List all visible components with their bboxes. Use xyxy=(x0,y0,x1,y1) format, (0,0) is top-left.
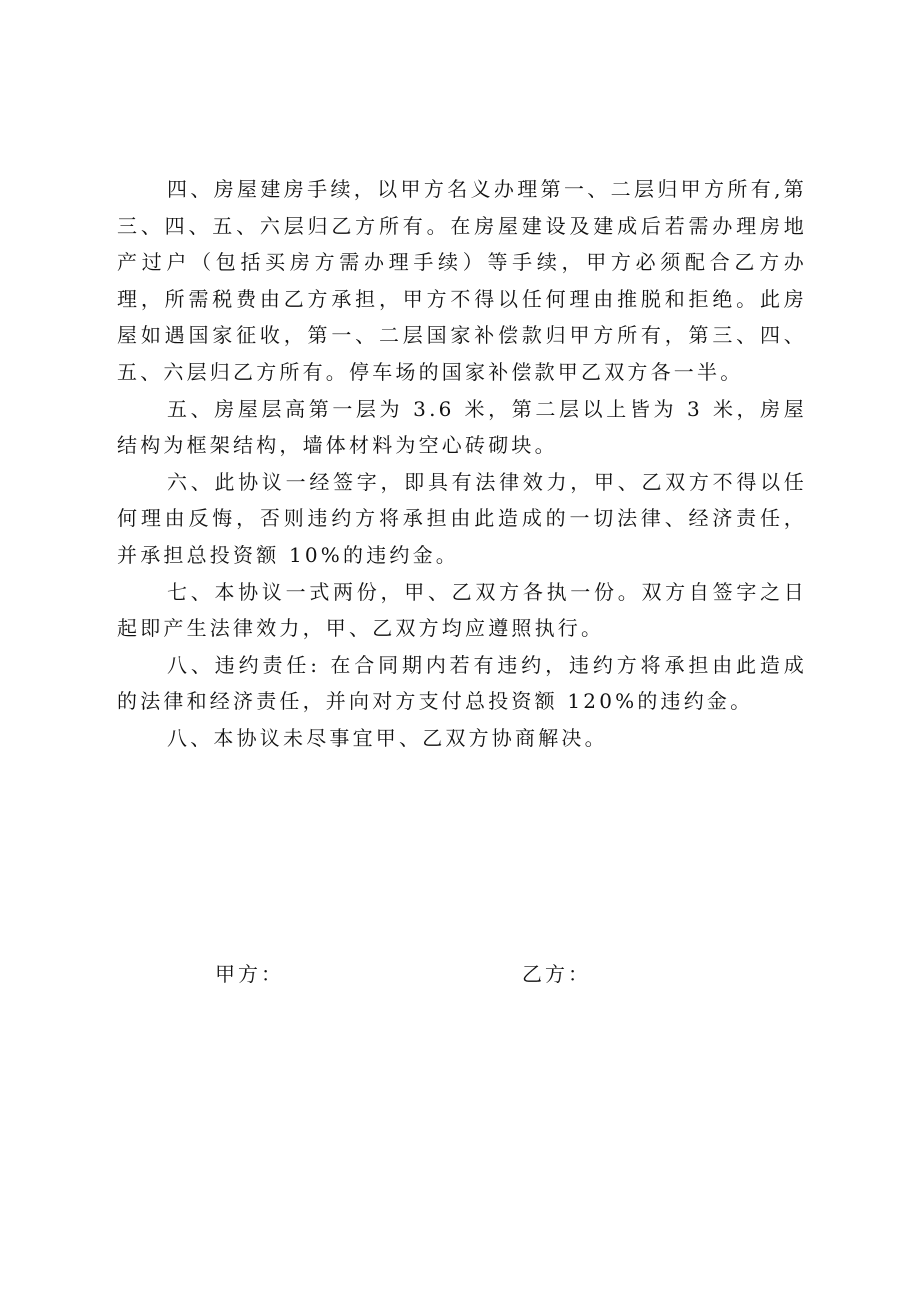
clause-8-misc-paragraph: 八、本协议未尽事宜甲、乙双方协商解决。 xyxy=(167,725,608,750)
clause-4-paragraph: 四、房屋建房手续，以甲方名义办理第一、二层归甲方所有,第三、四、五、六层归乙方所有。在房屋建设及建成后若需办理房地产过户（包括买房方需办理手续）等手续，甲方必须配合乙方办理，所需税费由乙方承担，甲方不得以任何理由推脱和拒绝。此房屋如遇国家征收，第一、二层国家补偿款归甲方所有，第三、四、五、六层归乙方所有。停车场的国家补偿款甲乙双方各一半。 xyxy=(117,177,807,384)
party-a-signature-label: 甲方： xyxy=(215,962,284,986)
clause-5-paragraph: 五、房屋层高第一层为 3.6 米，第二层以上皆为 3 米，房屋结构为框架结构，墙体材料为空心砖砌块。 xyxy=(117,396,807,458)
clause-8-breach-paragraph: 八、违约责任: 在合同期内若有违约，违约方将承担由此造成的法律和经济责任，并向对方支付总投资额 120%的违约金。 xyxy=(117,652,807,714)
party-b-signature-label: 乙方： xyxy=(522,962,591,986)
clause-7-paragraph: 七、本协议一式两份，甲、乙双方各执一份。双方自签字之日起即产生法律效力，甲、乙双方均应遵照执行。 xyxy=(117,579,807,641)
signature-block xyxy=(0,958,920,998)
clause-6-paragraph: 六、此协议一经签字，即具有法律效力，甲、乙双方不得以任何理由反悔，否则违约方将承担由此造成的一切法律、经济责任，并承担总投资额 10%的违约金。 xyxy=(117,469,807,567)
agreement-body xyxy=(117,171,807,757)
